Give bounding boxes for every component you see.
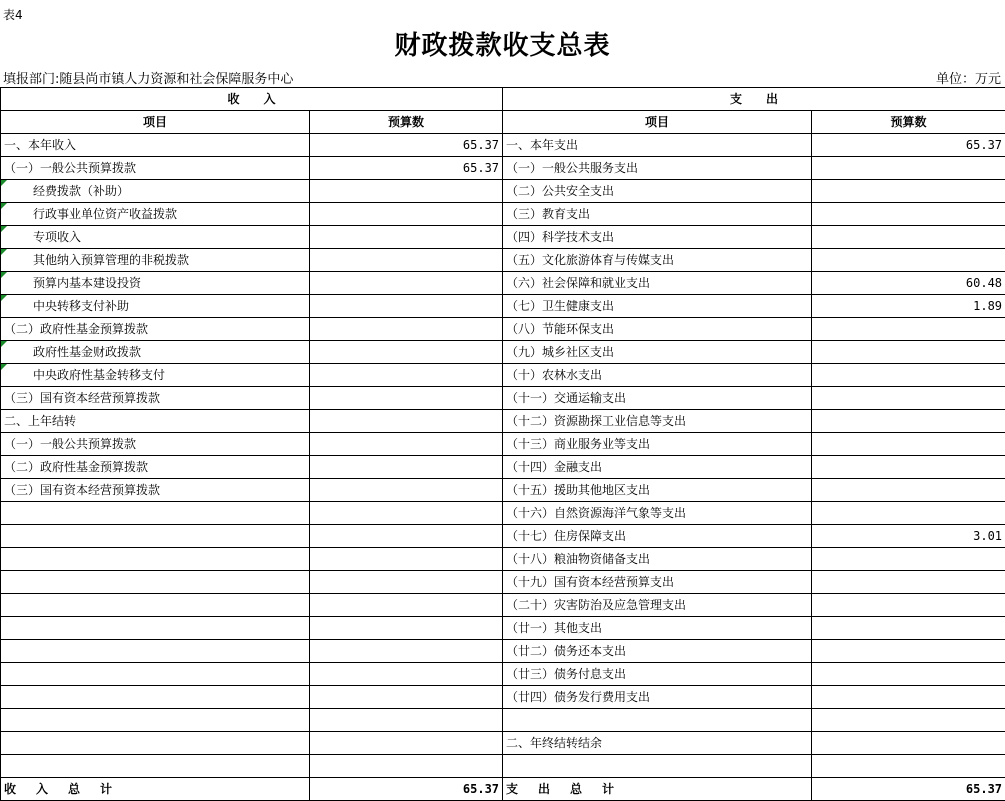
expense-item-cell: （九）城乡社区支出 — [503, 341, 812, 364]
table-row — [1, 732, 1005, 755]
expense-budget-cell — [812, 157, 1005, 180]
income-item-cell — [1, 640, 310, 663]
expense-item-cell: （十六）自然资源海洋气象等支出 — [503, 502, 812, 525]
expense-item-cell: （十一）交通运输支出 — [503, 387, 812, 410]
table-row — [1, 755, 1005, 778]
income-item-cell — [1, 594, 310, 617]
table-row — [1, 502, 1005, 525]
income-item-cell: 政府性基金财政拨款 — [1, 341, 310, 364]
table-row — [1, 203, 1005, 226]
expense-budget-cell — [812, 249, 1005, 272]
income-budget-cell — [310, 732, 503, 755]
expense-budget-cell — [812, 755, 1005, 778]
table-row — [1, 272, 1005, 295]
income-budget-cell — [310, 433, 503, 456]
section-header-row — [1, 88, 1005, 111]
expense-item-cell: （三）教育支出 — [503, 203, 812, 226]
expense-item-cell: （六）社会保障和就业支出 — [503, 272, 812, 295]
income-item-cell — [1, 709, 310, 732]
table-row — [1, 410, 1005, 433]
expense-item-cell: （廿四）债务发行费用支出 — [503, 686, 812, 709]
table-row — [1, 525, 1005, 548]
expense-item-cell: （十五）援助其他地区支出 — [503, 479, 812, 502]
income-item-cell: 行政事业单位资产收益拨款 — [1, 203, 310, 226]
income-item-cell: 一、本年收入 — [1, 134, 310, 157]
income-item-cell: （一）一般公共预算拨款 — [1, 157, 310, 180]
income-item-cell: 经费拨款（补助） — [1, 180, 310, 203]
table-row — [1, 709, 1005, 732]
income-budget-cell — [310, 502, 503, 525]
table-row — [1, 134, 1005, 157]
income-item-cell: （三）国有资本经营预算拨款 — [1, 387, 310, 410]
income-item-cell: 专项收入 — [1, 226, 310, 249]
expense-budget-cell: 65.37 — [812, 134, 1005, 157]
table-row — [1, 640, 1005, 663]
column-header-row — [1, 111, 1005, 134]
income-total-value: 65.37 — [310, 778, 503, 801]
income-budget-cell — [310, 249, 503, 272]
income-budget-cell — [310, 525, 503, 548]
expense-item-cell: （廿一）其他支出 — [503, 617, 812, 640]
expense-item-col-header: 项目 — [503, 111, 812, 134]
expense-item-cell: （十二）资源勘探工业信息等支出 — [503, 410, 812, 433]
table-row — [1, 548, 1005, 571]
expense-item-cell: （二）公共安全支出 — [503, 180, 812, 203]
income-item-cell — [1, 525, 310, 548]
income-budget-cell — [310, 548, 503, 571]
expense-item-cell: （五）文化旅游体育与传媒支出 — [503, 249, 812, 272]
income-item-cell: 中央政府性基金转移支付 — [1, 364, 310, 387]
income-item-cell: 其他纳入预算管理的非税拨款 — [1, 249, 310, 272]
expense-item-cell: （四）科学技术支出 — [503, 226, 812, 249]
table-row — [1, 571, 1005, 594]
expense-item-cell: （十）农林水支出 — [503, 364, 812, 387]
income-budget-cell — [310, 456, 503, 479]
income-budget-cell — [310, 755, 503, 778]
income-item-cell: （二）政府性基金预算拨款 — [1, 318, 310, 341]
table-row — [1, 249, 1005, 272]
expense-budget-cell — [812, 180, 1005, 203]
income-item-cell — [1, 755, 310, 778]
income-item-cell — [1, 732, 310, 755]
expense-item-cell — [503, 755, 812, 778]
expense-budget-cell — [812, 410, 1005, 433]
expense-budget-cell: 1.89 — [812, 295, 1005, 318]
expense-header: 支 出 — [503, 88, 1005, 111]
income-budget-cell — [310, 387, 503, 410]
expense-budget-cell — [812, 502, 1005, 525]
income-budget-cell — [310, 640, 503, 663]
income-item-cell — [1, 548, 310, 571]
income-item-cell — [1, 502, 310, 525]
expense-budget-cell — [812, 364, 1005, 387]
expense-total-value: 65.37 — [812, 778, 1005, 801]
table-row — [1, 341, 1005, 364]
expense-budget-cell — [812, 732, 1005, 755]
table-row — [1, 617, 1005, 640]
expense-budget-cell — [812, 640, 1005, 663]
income-item-cell — [1, 686, 310, 709]
income-item-cell: 二、上年结转 — [1, 410, 310, 433]
table-row — [1, 226, 1005, 249]
income-item-cell — [1, 571, 310, 594]
expense-budget-cell — [812, 479, 1005, 502]
table-number-label: 表4 — [3, 8, 23, 22]
table-row — [1, 479, 1005, 502]
income-budget-cell — [310, 686, 503, 709]
income-budget-cell — [310, 410, 503, 433]
expense-item-cell: （十八）粮油物资储备支出 — [503, 548, 812, 571]
expense-budget-cell — [812, 203, 1005, 226]
expense-item-cell: （十四）金融支出 — [503, 456, 812, 479]
expense-item-cell — [503, 709, 812, 732]
income-budget-cell — [310, 364, 503, 387]
expense-budget-cell — [812, 663, 1005, 686]
expense-budget-cell: 3.01 — [812, 525, 1005, 548]
expense-item-cell: （十九）国有资本经营预算支出 — [503, 571, 812, 594]
expense-item-cell: （廿三）债务付息支出 — [503, 663, 812, 686]
income-item-cell — [1, 663, 310, 686]
table-row — [1, 364, 1005, 387]
expense-budget-cell — [812, 341, 1005, 364]
expense-budget-cell — [812, 548, 1005, 571]
income-item-cell: 预算内基本建设投资 — [1, 272, 310, 295]
table-row — [1, 663, 1005, 686]
income-budget-cell — [310, 226, 503, 249]
expense-item-cell: （十三）商业服务业等支出 — [503, 433, 812, 456]
expense-item-cell: （一）一般公共服务支出 — [503, 157, 812, 180]
expense-item-cell: （二十）灾害防治及应急管理支出 — [503, 594, 812, 617]
expense-item-cell: （廿二）债务还本支出 — [503, 640, 812, 663]
table-row — [1, 456, 1005, 479]
expense-budget-cell — [812, 594, 1005, 617]
table-row — [1, 433, 1005, 456]
total-row — [1, 778, 1005, 801]
expense-total-label: 支出总计 — [503, 778, 812, 801]
income-budget-cell — [310, 180, 503, 203]
table-row — [1, 686, 1005, 709]
page-title: 财政拨款收支总表 — [394, 31, 611, 61]
income-item-cell: （一）一般公共预算拨款 — [1, 433, 310, 456]
income-budget-cell — [310, 617, 503, 640]
expense-budget-cell — [812, 433, 1005, 456]
income-budget-cell: 65.37 — [310, 134, 503, 157]
income-budget-cell — [310, 341, 503, 364]
unit-label: 单位：万元 — [935, 72, 1001, 87]
table-row — [1, 594, 1005, 617]
table-row — [1, 180, 1005, 203]
income-budget-cell — [310, 272, 503, 295]
expense-item-cell: （八）节能环保支出 — [503, 318, 812, 341]
income-budget-cell — [310, 203, 503, 226]
income-budget-cell — [310, 571, 503, 594]
expense-budget-col-header: 预算数 — [812, 111, 1005, 134]
table-row — [1, 157, 1005, 180]
budget-table — [0, 87, 1005, 801]
expense-budget-cell — [812, 318, 1005, 341]
income-budget-cell — [310, 663, 503, 686]
income-item-cell: 中央转移支付补助 — [1, 295, 310, 318]
income-item-cell: （三）国有资本经营预算拨款 — [1, 479, 310, 502]
expense-budget-cell — [812, 226, 1005, 249]
income-total-label: 收入总计 — [1, 778, 310, 801]
department-label: 填报部门:随县尚市镇人力资源和社会保障服务中心 — [3, 72, 294, 87]
income-budget-cell — [310, 295, 503, 318]
expense-item-cell: （七）卫生健康支出 — [503, 295, 812, 318]
expense-budget-cell — [812, 571, 1005, 594]
expense-item-cell: 二、年终结转结余 — [503, 732, 812, 755]
table-row — [1, 387, 1005, 410]
income-budget-col-header: 预算数 — [310, 111, 503, 134]
income-budget-cell — [310, 594, 503, 617]
income-budget-cell — [310, 479, 503, 502]
expense-budget-cell: 60.48 — [812, 272, 1005, 295]
income-header: 收 入 — [1, 88, 503, 111]
expense-budget-cell — [812, 456, 1005, 479]
expense-budget-cell — [812, 709, 1005, 732]
expense-budget-cell — [812, 617, 1005, 640]
table-row — [1, 295, 1005, 318]
income-budget-cell: 65.37 — [310, 157, 503, 180]
expense-budget-cell — [812, 686, 1005, 709]
income-item-cell — [1, 617, 310, 640]
income-item-cell: （二）政府性基金预算拨款 — [1, 456, 310, 479]
income-budget-cell — [310, 318, 503, 341]
expense-budget-cell — [812, 387, 1005, 410]
table-row — [1, 318, 1005, 341]
income-budget-cell — [310, 709, 503, 732]
expense-item-cell: 一、本年支出 — [503, 134, 812, 157]
expense-item-cell: （十七）住房保障支出 — [503, 525, 812, 548]
income-item-col-header: 项目 — [1, 111, 310, 134]
